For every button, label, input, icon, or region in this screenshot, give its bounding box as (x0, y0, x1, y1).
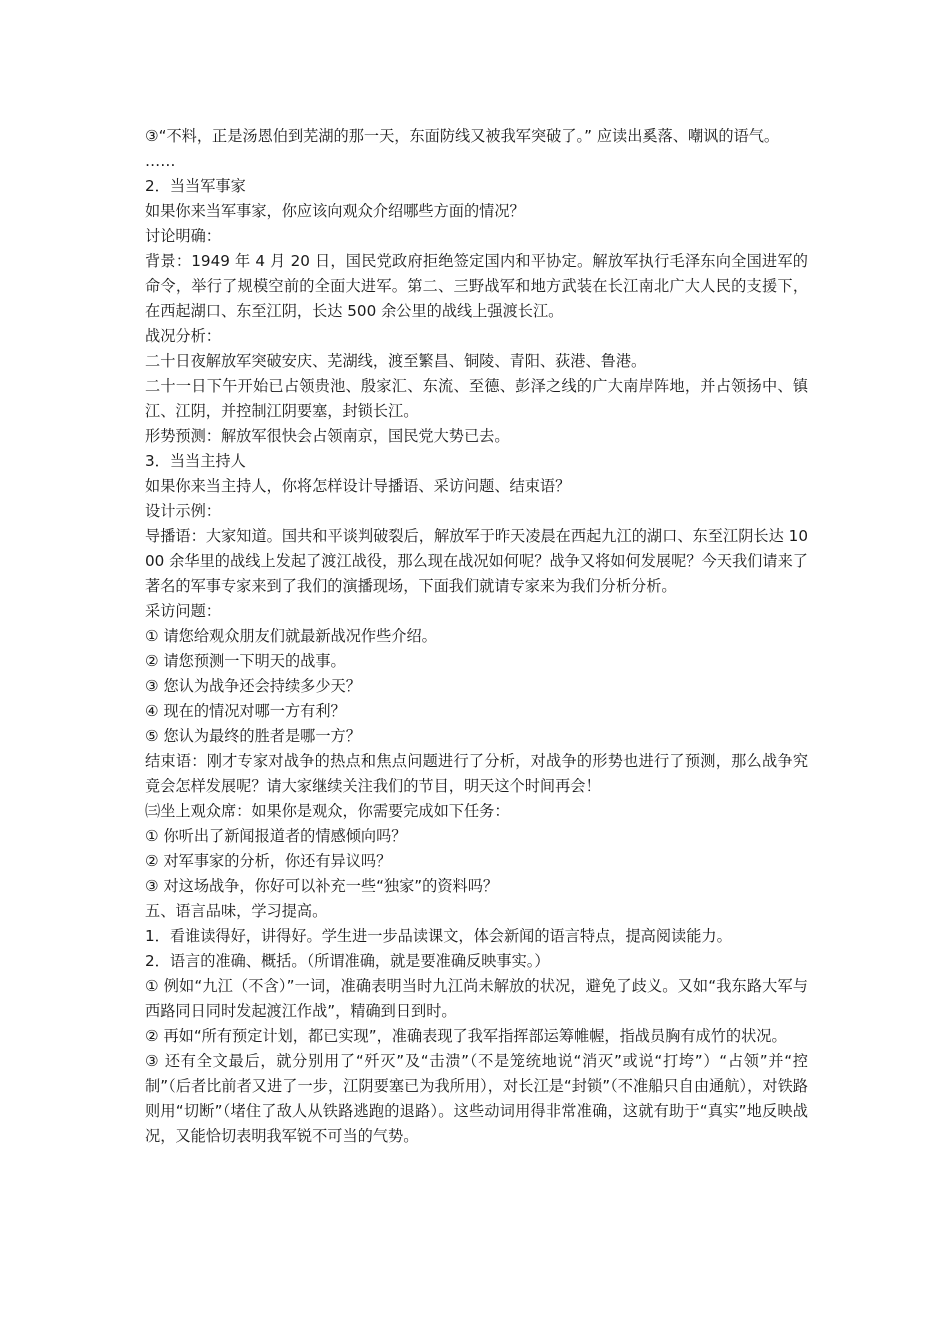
language-example-2: ② 再如“所有预定计划，都已实现”，准确表现了我军指挥部运筹帷幄，指战员胸有成竹的状况。 (145, 1027, 787, 1045)
design-example-label: 设计示例： (145, 502, 221, 520)
paragraph-reading-tone: ③“不料，正是汤恩伯到芜湖的那一天，东面防线又被我军突破了。” 应读出奚落、嘲讽的语气。 (145, 127, 780, 145)
ellipsis-line: …… (145, 152, 176, 170)
interview-question-5: ⑤ 您认为最终的胜者是哪一方？ (145, 727, 361, 745)
question-military-expert: 如果你来当军事家，你应该向观众介绍哪些方面的情况？ (145, 202, 525, 220)
language-point-2: 2．语言的准确、概括。（所谓准确，就是要准确反映事实。） (145, 952, 550, 970)
paragraph-background: 背景：1949 年 4 月 20 日，国民党政府拒绝签定国内和平协定。解放军执行毛泽东向全国进军的命令，举行了规模空前的全面大进军。第二、三野战军和地方武装在长江南北广大人民的支援下，在西起湖口、东至江阴，长达 500 余公里的战线上强渡长江。 (145, 252, 808, 320)
audience-task-2: ② 对军事家的分析，你还有异议吗？ (145, 852, 392, 870)
document-body (145, 124, 808, 1149)
language-point-1: 1．看谁读得好，讲得好。学生进一步品读课文，体会新闻的语言特点，提高阅读能力。 (145, 927, 732, 945)
paragraph-forecast: 形势预测：解放军很快会占领南京，国民党大势已去。 (145, 427, 510, 445)
audience-task-1: ① 你听出了新闻报道者的情感倾向吗？ (145, 827, 407, 845)
discussion-label: 讨论明确： (145, 227, 221, 245)
paragraph-twenty-first: 二十一日下午开始已占领贵池、殷家汇、东流、至德、彭泽之线的广大南岸阵地，并占领扬中、镇江、江阴，并控制江阴要塞，封锁长江。 (145, 377, 808, 420)
language-example-3: ③ 还有全文最后，就分别用了“歼灭”及“击溃”（不是笼统地说“消灭”或说“打垮”）“占领”并“控制”（后者比前者又进了一步，江阴要塞已为我所用），对长江是“封锁”（不准船只自由通航），对铁路则用“切断”（堵住了敌人从铁路逃跑的退路）。这些动词用得非常准确，这就有助于“真实”地反映战况，又能恰切表明我军锐不可当的气势。 (145, 1052, 808, 1145)
section-heading-military-expert: 2．当当军事家 (145, 177, 246, 195)
interview-questions-label: 采访问题： (145, 602, 221, 620)
paragraph-closing-speech: 结束语：刚才专家对战争的热点和焦点问题进行了分析，对战争的形势也进行了预测，那么战争究竟会怎样发展呢？请大家继续关注我们的节目，明天这个时间再会！ (145, 752, 808, 795)
interview-question-1: ① 请您给观众朋友们就最新战况作些介绍。 (145, 627, 437, 645)
question-host: 如果你来当主持人，你将怎样设计导播语、采访问题、结束语？ (145, 477, 571, 495)
interview-question-4: ④ 现在的情况对哪一方有利？ (145, 702, 346, 720)
paragraph-twentieth-night: 二十日夜解放军突破安庆、芜湖线，渡至繁昌、铜陵、青阳、荻港、鲁港。 (145, 352, 647, 370)
battle-analysis-label: 战况分析： (145, 327, 221, 345)
interview-question-2: ② 请您预测一下明天的战事。 (145, 652, 346, 670)
interview-question-3: ③ 您认为战争还会持续多少天？ (145, 677, 361, 695)
audience-task-3: ③ 对这场战争，你好可以补充一些“独家”的资料吗？ (145, 877, 499, 895)
paragraph-intro-speech: 导播语：大家知道。国共和平谈判破裂后，解放军于昨天凌晨在西起九江的湖口、东至江阴长达 1000 余华里的战线上发起了渡江战役，那么现在战况如何呢？战争又将如何发展呢？今天我们请来了著名的军事专家来到了我们的演播现场，下面我们就请专家来为我们分析分析。 (145, 527, 808, 595)
language-example-1: ① 例如“九江（不含）”一词，准确表明当时九江尚未解放的状况，避免了歧义。又如“我东路大军与西路同日同时发起渡江作战”，精确到日到时。 (145, 977, 808, 1020)
section-heading-audience: ㈢坐上观众席：如果你是观众，你需要完成如下任务： (145, 802, 510, 820)
section-heading-host: 3．当当主持人 (145, 452, 246, 470)
section-heading-language: 五、语言品味，学习提高。 (145, 902, 328, 920)
